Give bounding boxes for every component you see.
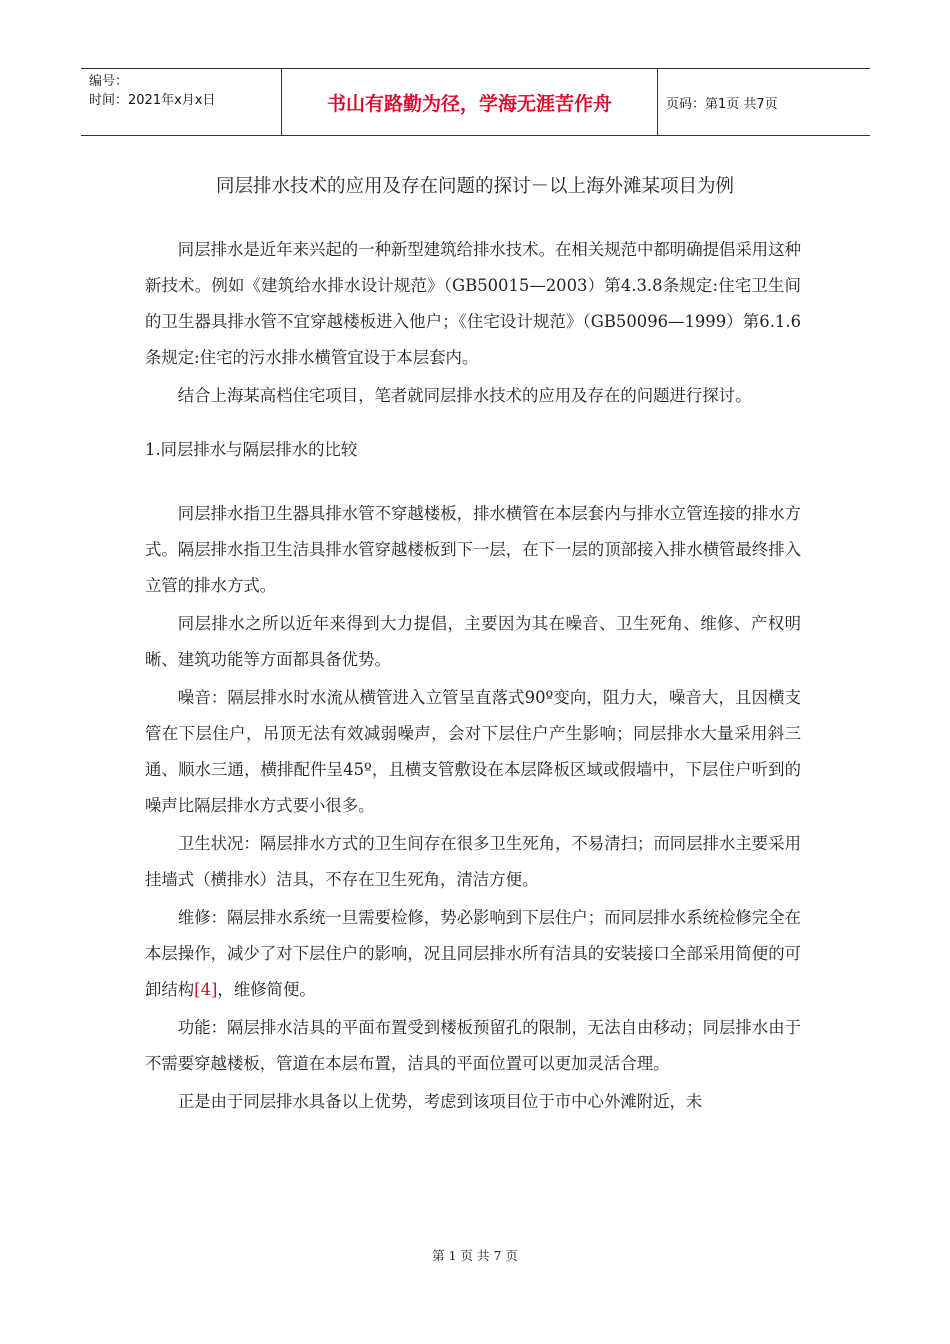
paragraph: 同层排水指卫生器具排水管不穿越楼板，排水横管在本层套内与排水立管连接的排水方式。隔层排水指卫生洁具排水管穿越楼板到下一层，在下一层的顶部接入排水横管最终排入立管的排水方式。 — [145, 504, 801, 595]
page-header — [81, 68, 870, 136]
header-motto: 书山有路勤为径，学海无涯苦作舟 — [281, 69, 658, 135]
section-heading: 1.同层排水与隔层排水的比较 — [145, 440, 358, 459]
paragraph: 卫生状况：隔层排水方式的卫生间存在很多卫生死角，不易清扫；而同层排水主要采用挂墙式（横排水）洁具，不存在卫生死角，清洁方便。 — [145, 834, 801, 889]
paragraph: 结合上海某高档住宅项目，笔者就同层排水技术的应用及存在的问题进行探讨。 — [177, 386, 752, 405]
paragraph: 功能：隔层排水洁具的平面布置受到楼板预留孔的限制，无法自由移动；同层排水由于不需要穿越楼板，管道在本层布置，洁具的平面位置可以更加灵活合理。 — [145, 1018, 801, 1073]
paragraph — [145, 900, 801, 1008]
document-body — [145, 232, 801, 1122]
header-page-info: 页码：第1页 共7页 — [666, 96, 778, 112]
paragraph: 正是由于同层排水具备以上优势，考虑到该项目位于市中心外滩附近，未 — [177, 1092, 703, 1111]
paragraph: 同层排水之所以近年来得到大力提倡，主要因为其在噪音、卫生死角、维修、产权明晰、建筑功能等方面都具备优势。 — [145, 614, 801, 669]
paragraph: 同层排水是近年来兴起的一种新型建筑给排水技术。在相关规范中都明确提倡采用这种新技术。例如《建筑给水排水设计规范》（GB50015—2003）第4.3.8条规定:住宅卫生间的卫生器具排水管不宜穿越楼板进入他户；《住宅设计规范》（GB50096—1999）第6.1.6条规定:住宅的污水排水横管宜设于本层套内。 — [145, 240, 801, 367]
document-number-label: 编号： — [89, 74, 129, 89]
paragraph-text: ，维修简便。 — [217, 980, 316, 999]
header-meta — [81, 69, 281, 135]
document-title: 同层排水技术的应用及存在问题的探讨－以上海外滩某项目为例 — [215, 176, 734, 197]
document-time-label: 时间：2021年x月x日 — [89, 93, 216, 108]
paragraph: 噪音：隔层排水时水流从横管进入立管呈直落式90º变向，阻力大，噪音大，且因横支管在下层住户，吊顶无法有效减弱噪声，会对下层住户产生影响；同层排水大量采用斜三通、顺水三通，横排配件呈45º，且横支管敷设在本层降板区域或假墙中，下层住户听到的噪声比隔层排水方式要小很多。 — [145, 688, 801, 815]
page-footer: 第 1 页 共 7 页 — [432, 1248, 518, 1263]
reference-link[interactable]: [4] — [194, 980, 218, 999]
paragraph-text: 维修：隔层排水系统一旦需要检修，势必影响到下层住户；而同层排水系统检修完全在本层操作，减少了对下层住户的影响，况且同层排水所有洁具的安装接口全部采用简便的可卸结构 — [145, 908, 801, 999]
